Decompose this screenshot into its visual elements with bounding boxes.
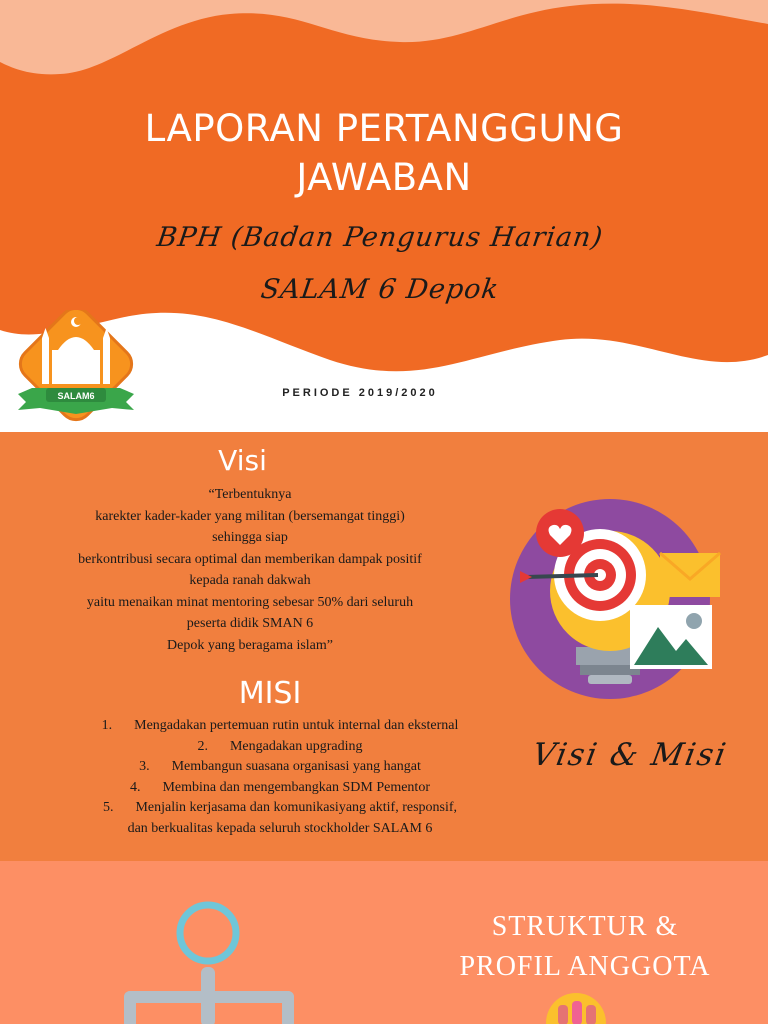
- visi-line: kepada ranah dakwah: [189, 573, 311, 588]
- misi-item: [20, 737, 540, 758]
- visi-line: berkontribusi secara optimal dan memberikan dampak positif: [78, 551, 422, 567]
- misi-text: Membina dan mengembangkan SDM Pementor: [162, 779, 430, 795]
- misi-text: Mengadakan upgrading: [229, 738, 363, 754]
- periode-label: PERIODE 2019/2020: [282, 387, 438, 399]
- misi-item: [20, 819, 540, 840]
- title-line-1: LAPORAN PERTANGGUNG: [144, 107, 624, 150]
- org-chart-icon: [110, 901, 310, 1024]
- misi-number: 3.: [139, 759, 150, 774]
- struktur-line-2: PROFIL ANGGOTA: [459, 951, 711, 982]
- visi-line: peserta didik SMAN 6: [186, 616, 314, 631]
- misi-text: Mengadakan pertemuan rutin untuk internal dan eksternal: [134, 718, 459, 733]
- misi-text: dan berkualitas kepada seluruh stockholder SALAM 6: [127, 820, 433, 836]
- visi-line: karekter kader-kader yang militan (bersemangat tinggi): [95, 508, 405, 524]
- visi-text: [20, 484, 480, 656]
- misi-item: [20, 716, 540, 737]
- misi-number: 5.: [102, 800, 114, 815]
- misi-text: Membangun suasana organisasi yang hangat: [171, 759, 421, 774]
- misi-number: 4.: [129, 779, 141, 795]
- misi-item: [20, 778, 540, 799]
- misi-item: [20, 757, 540, 778]
- visi-line: Depok yang beragama islam”: [167, 637, 333, 653]
- visi-misi-section: [0, 432, 768, 861]
- misi-text: Menjalin kerjasama dan komunikasiyang aktif, responsif,: [135, 800, 458, 815]
- visi-line: sehingga siap: [212, 530, 288, 545]
- salam6-logo: [12, 310, 140, 426]
- subtitle-line-1: BPH (Badan Pengurus Harian): [154, 222, 606, 253]
- struktur-line-1: STRUKTUR &: [491, 911, 679, 942]
- misi-item: [20, 798, 540, 819]
- visi-line: “Terbentuknya: [208, 487, 292, 502]
- visi-line: yaitu menaikan minat mentoring sebesar 50% dari seluruh: [86, 594, 414, 610]
- logo-text: SALAM6: [57, 391, 95, 401]
- subtitle-line-2: SALAM 6 Depok: [258, 274, 502, 305]
- visi-heading: Visi: [218, 444, 267, 477]
- misi-heading: MISI: [238, 676, 302, 711]
- raised-fists-icon: [544, 991, 608, 1024]
- struktur-heading: [440, 907, 730, 987]
- struktur-section: [0, 861, 768, 1024]
- visi-misi-label: Visi & Misi: [529, 737, 731, 773]
- misi-number: 1.: [101, 718, 113, 733]
- misi-number: 2.: [197, 738, 208, 754]
- header-section: [0, 0, 768, 432]
- misi-list: [20, 716, 540, 839]
- title-line-2: JAWABAN: [296, 156, 472, 199]
- target-lightbulb-illustration: [506, 487, 728, 709]
- page-title: [0, 104, 768, 202]
